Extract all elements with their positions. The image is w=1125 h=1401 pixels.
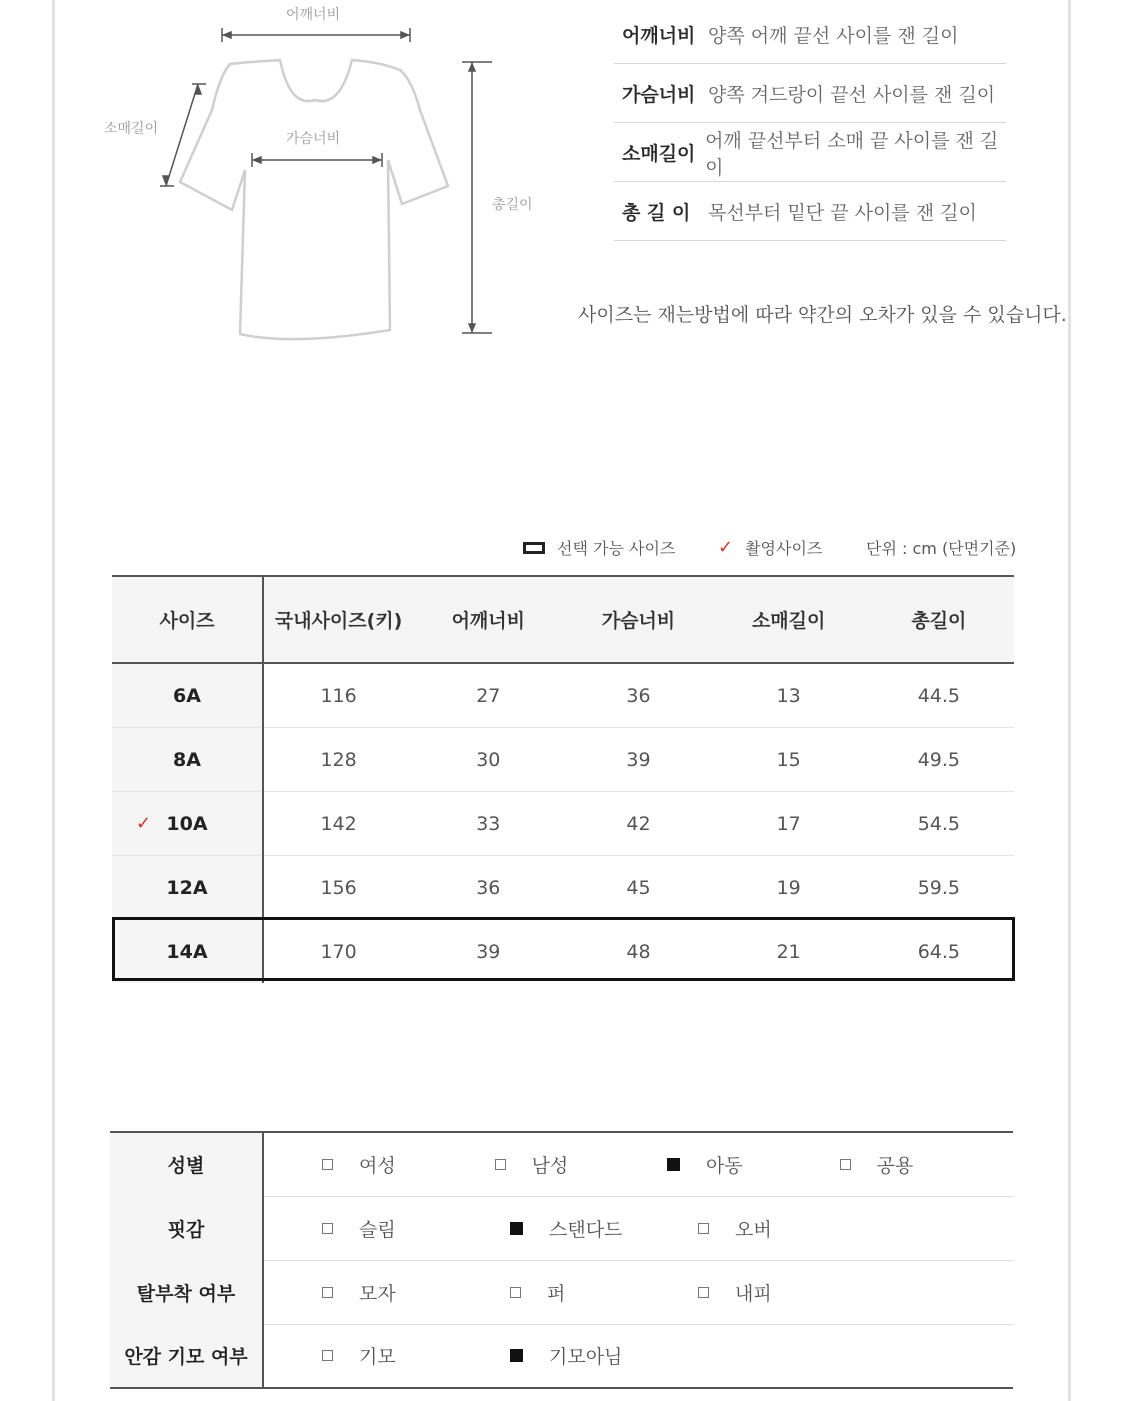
size-cell: 6A xyxy=(112,663,263,728)
definition-term: 가슴너비 xyxy=(622,84,696,106)
table-row xyxy=(112,856,1014,920)
table-cell: 170 xyxy=(320,940,357,963)
table-row-selectable xyxy=(112,920,1014,984)
attribute-options xyxy=(263,1260,1013,1324)
attribute-label: 핏감 xyxy=(110,1196,263,1260)
checked-box-icon xyxy=(510,1349,523,1362)
table-row xyxy=(112,663,1014,728)
table-cell: 15 xyxy=(714,728,864,792)
tshirt-outline-icon xyxy=(100,0,560,360)
definition-row xyxy=(614,124,1006,182)
attribute-row-lining xyxy=(110,1324,1013,1388)
table-cell: 17 xyxy=(714,792,864,856)
table-cell: 36 xyxy=(413,856,563,920)
option-label: 스탠다드 xyxy=(549,1218,623,1241)
checkbox-icon xyxy=(322,1350,333,1361)
option-label: 모자 xyxy=(359,1282,396,1305)
table-cell: 64.5 xyxy=(917,940,961,963)
attribute-label: 안감 기모 여부 xyxy=(110,1324,263,1388)
table-cell: 21 xyxy=(776,940,801,963)
size-table xyxy=(112,575,1014,983)
definition-term: 총 길 이 xyxy=(622,202,691,224)
option-item xyxy=(510,1215,698,1242)
checkbox-icon xyxy=(510,1287,521,1298)
option-label: 공용 xyxy=(876,1154,914,1177)
option-item xyxy=(495,1151,668,1178)
option-label: 퍼 xyxy=(547,1282,566,1305)
option-label: 기모 xyxy=(359,1346,396,1369)
table-cell: 36 xyxy=(563,663,713,728)
table-cell: 44.5 xyxy=(864,663,1014,728)
table-row xyxy=(112,792,1014,856)
table-cell: 116 xyxy=(263,663,413,728)
checkbox-icon xyxy=(495,1159,506,1170)
table-cell: 54.5 xyxy=(864,792,1014,856)
option-item xyxy=(322,1151,495,1178)
option-item xyxy=(667,1151,840,1178)
option-label: 슬림 xyxy=(359,1218,396,1241)
size-cell: 12A xyxy=(112,856,263,920)
table-cell: 39 xyxy=(476,940,501,963)
table-cell: 142 xyxy=(263,792,413,856)
option-item xyxy=(322,1342,510,1369)
definition-term: 어깨너비 xyxy=(622,25,696,47)
legend-shooting-label: 촬영사이즈 xyxy=(745,539,823,558)
table-cell: 59.5 xyxy=(864,856,1014,920)
table-cell: 39 xyxy=(563,728,713,792)
legend-unit xyxy=(866,536,1016,559)
column-header: 어깨너비 xyxy=(413,576,563,663)
check-icon: ✓ xyxy=(136,812,152,834)
attribute-options xyxy=(263,1132,1013,1196)
definition-term: 소매길이 xyxy=(622,143,696,165)
shoulder-width-label: 어깨너비 xyxy=(286,7,341,23)
checkbox-icon xyxy=(698,1223,709,1234)
table-cell: 30 xyxy=(413,728,563,792)
page-left-border xyxy=(52,0,55,1401)
column-header: 국내사이즈(키) xyxy=(263,576,413,663)
attribute-options xyxy=(263,1196,1013,1260)
size-cell: 8A xyxy=(112,728,263,792)
table-cell: 49.5 xyxy=(864,728,1014,792)
checkbox-icon xyxy=(698,1287,709,1298)
sleeve-length-label: 소매길이 xyxy=(104,121,159,137)
total-length-label: 총길이 xyxy=(492,197,533,213)
size-label: 10A xyxy=(166,812,208,835)
attribute-row-fit xyxy=(110,1196,1013,1260)
attribute-options xyxy=(263,1324,1013,1388)
attribute-label: 탈부착 여부 xyxy=(110,1260,263,1324)
measurement-definitions xyxy=(614,6,1006,241)
tshirt-measurement-diagram xyxy=(100,0,560,360)
option-item xyxy=(510,1342,698,1369)
definition-row xyxy=(614,183,1006,241)
table-cell: 19 xyxy=(714,856,864,920)
option-label: 여성 xyxy=(359,1154,396,1177)
selectable-box-icon xyxy=(523,542,545,554)
option-item xyxy=(322,1215,510,1242)
option-label: 남성 xyxy=(531,1154,569,1177)
checkbox-icon xyxy=(322,1223,333,1234)
column-header: 총길이 xyxy=(864,576,1014,663)
attribute-label: 성별 xyxy=(110,1132,263,1196)
chest-width-label: 가슴너비 xyxy=(286,131,341,147)
option-label: 내피 xyxy=(735,1282,772,1305)
table-cell: 42 xyxy=(563,792,713,856)
size-cell-shooting xyxy=(112,792,263,856)
table-header-row xyxy=(112,576,1014,663)
column-header: 소매길이 xyxy=(714,576,864,663)
option-item xyxy=(840,1151,1013,1178)
checkbox-icon xyxy=(840,1159,851,1170)
legend-shooting xyxy=(718,536,822,559)
attribute-table xyxy=(110,1131,1013,1389)
column-header: 가슴너비 xyxy=(563,576,713,663)
option-label: 오버 xyxy=(735,1218,772,1241)
table-cell: 128 xyxy=(263,728,413,792)
check-icon: ✓ xyxy=(718,537,734,558)
measurement-note: 사이즈는 재는방법에 따라 약간의 오차가 있을 수 있습니다. xyxy=(578,304,1067,326)
column-header: 사이즈 xyxy=(112,576,263,663)
page-right-border xyxy=(1068,0,1071,1401)
option-label: 아동 xyxy=(706,1154,743,1177)
checkbox-icon xyxy=(322,1287,333,1298)
definition-description: 양쪽 겨드랑이 끝선 사이를 잰 길이 xyxy=(708,84,996,106)
option-item xyxy=(322,1279,510,1306)
legend-selectable-label: 선택 가능 사이즈 xyxy=(557,539,676,558)
definition-description: 어깨 끝선부터 소매 끝 사이를 잰 길이 xyxy=(705,129,999,179)
table-cell: 27 xyxy=(413,663,563,728)
table-row xyxy=(112,728,1014,792)
table-cell: 45 xyxy=(563,856,713,920)
option-item xyxy=(698,1279,886,1306)
definition-description: 목선부터 밑단 끝 사이를 잰 길이 xyxy=(708,202,977,224)
checked-box-icon xyxy=(667,1158,680,1171)
definition-row xyxy=(614,65,1006,123)
size-cell: 14A xyxy=(112,920,263,984)
option-item xyxy=(698,1215,886,1242)
definition-description: 양쪽 어깨 끝선 사이를 잰 길이 xyxy=(708,25,959,47)
legend-selectable xyxy=(523,536,675,559)
unit-label: 단위 : cm (단면기준) xyxy=(866,539,1017,558)
option-label: 기모아님 xyxy=(549,1346,623,1369)
definition-row xyxy=(614,6,1006,64)
attribute-row-gender xyxy=(110,1132,1013,1196)
table-cell: 48 xyxy=(626,940,651,963)
option-item xyxy=(510,1279,698,1306)
table-cell: 33 xyxy=(413,792,563,856)
table-cell: 156 xyxy=(263,856,413,920)
attribute-row-detachable xyxy=(110,1260,1013,1324)
table-cell: 13 xyxy=(714,663,864,728)
checkbox-icon xyxy=(322,1159,333,1170)
checked-box-icon xyxy=(510,1222,523,1235)
